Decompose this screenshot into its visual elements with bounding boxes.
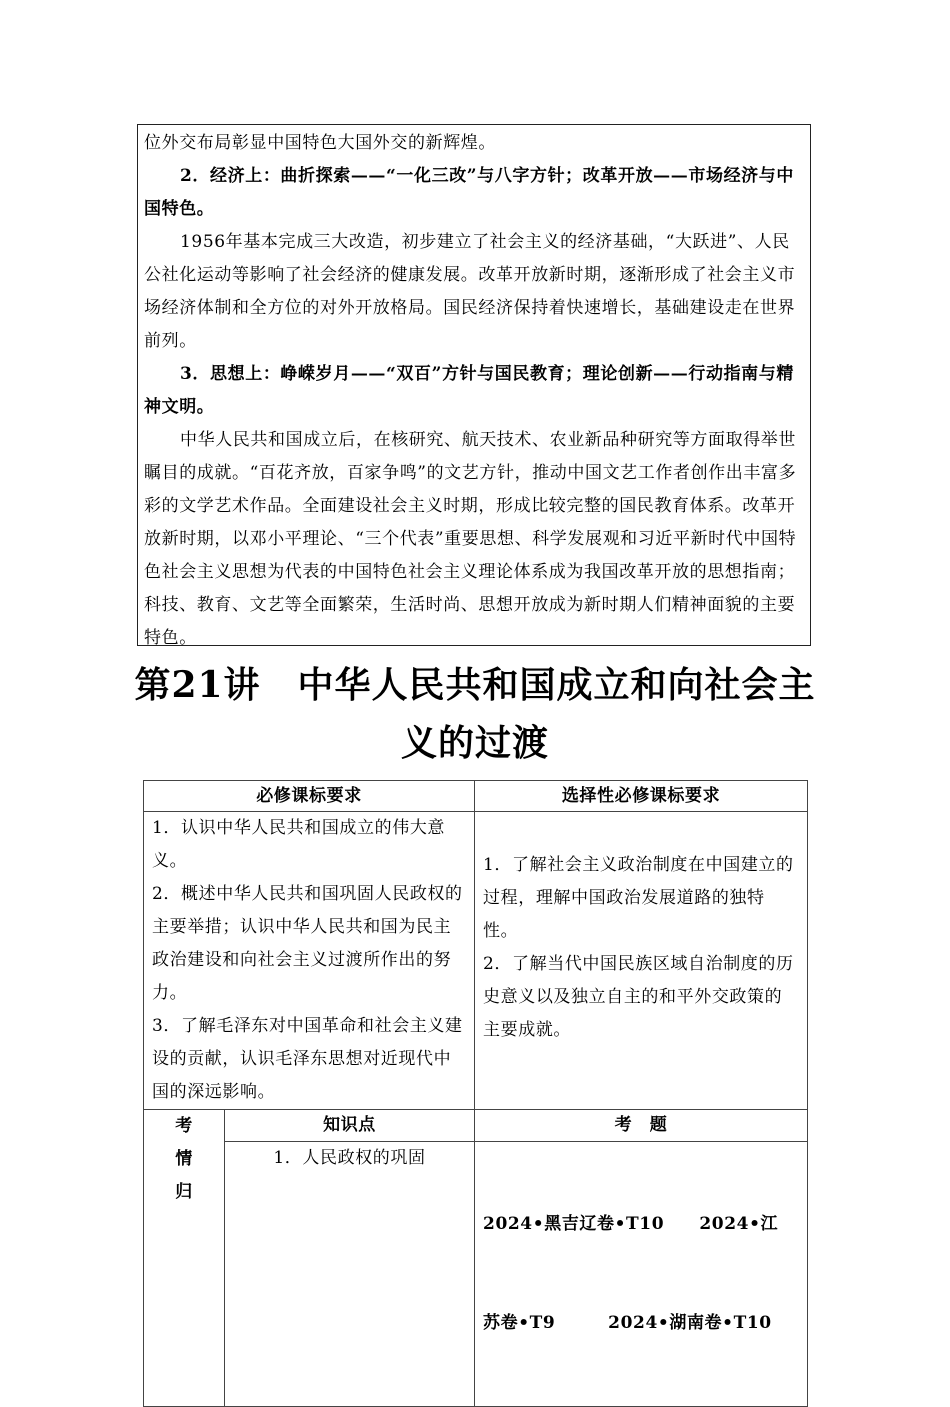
compulsory-item-3: 3．了解毛泽东对中国革命和社会主义建设的贡献，认识毛泽东思想对近现代中国的深远影响。 [152, 1016, 463, 1102]
header-elective: 选择性必修课标要求 [475, 781, 808, 812]
exam-row [144, 1142, 808, 1407]
requirements-header-row [144, 781, 808, 812]
elective-item-1: 1．了解社会主义政治制度在中国建立的过程，理解中国政治发展道路的独特性。 [483, 854, 794, 941]
compulsory-item-2: 2．概述中华人民共和国巩固人民政权的主要举措；认识中华人民共和国为民主政治建设和向社会主义过渡所作出的努力。 [152, 884, 463, 1003]
requirements-table [143, 780, 808, 1407]
exam-questions-line-1: 2024•黑吉辽卷•T10 2024•江 [483, 1214, 779, 1234]
thought-heading: 3．思想上：峥嵘岁月——“双百”方针与国民教育；理论创新——行动指南与精神文明。 [144, 364, 794, 417]
exam-questions-cell [475, 1142, 808, 1407]
exam-header-row [144, 1110, 808, 1142]
elective-requirements-cell [475, 812, 808, 1110]
exam-questions-line-2: 苏卷•T9 2024•湖南卷•T10 [483, 1313, 772, 1333]
exam-side-label [144, 1110, 225, 1407]
economy-heading: 2．经济上：曲折探索——“一化三改”与八字方针；改革开放——市场经济与中国特色。 [144, 166, 794, 219]
lesson-title-line-2: 义的过渡 [400, 722, 549, 764]
side-label-char-2: 情 [175, 1149, 193, 1169]
compulsory-item-1: 1．认识中华人民共和国成立的伟大意义。 [152, 818, 446, 871]
elective-item-2: 2．了解当代中国民族区域自治制度的历史意义以及独立自主的和平外交政策的主要成就。 [483, 953, 794, 1040]
header-compulsory: 必修课标要求 [144, 781, 475, 812]
summary-box [137, 124, 811, 646]
lesson-title-line-1: 第21讲 中华人民共和国成立和向社会主 [134, 664, 816, 706]
compulsory-requirements-cell [144, 812, 475, 1110]
summary-paragraph-0: 位外交布局彰显中国特色大国外交的新辉煌。 [144, 133, 496, 153]
knowledge-column-header: 知识点 [225, 1110, 475, 1142]
knowledge-point-cell: 1．人民政权的巩固 [225, 1142, 475, 1407]
thought-paragraph: 中华人民共和国成立后，在核研究、航天技术、农业新品种研究等方面取得举世瞩目的成就。“百花齐放，百家争鸣”的文艺方针，推动中国文艺工作者创作出丰富多彩的文学艺术作品。全面建设社会主义时期，形成比较完整的国民教育体系。改革开放新时期，以邓小平理论、“三个代表”重要思想、科学发展观和习近平新时代中国特色社会主义思想为代表的中国特色社会主义理论体系成为我国改革开放的思想指南；科技、教育、文艺等全面繁荣，生活时尚、思想开放成为新时期人们精神面貌的主要特色。 [144, 430, 797, 648]
economy-paragraph: 1956年基本完成三大改造，初步建立了社会主义的经济基础，“大跃进”、人民公社化运动等影响了社会经济的健康发展。改革开放新时期，逐渐形成了社会主义市场经济体制和全方位的对外开放格局。国民经济保持着快速增长，基础建设走在世界前列。 [144, 232, 796, 351]
side-label-char-3: 归 [175, 1182, 193, 1202]
side-label-char-1: 考 [175, 1116, 193, 1136]
questions-column-header: 考 题 [475, 1110, 808, 1142]
requirements-content-row [144, 812, 808, 1110]
